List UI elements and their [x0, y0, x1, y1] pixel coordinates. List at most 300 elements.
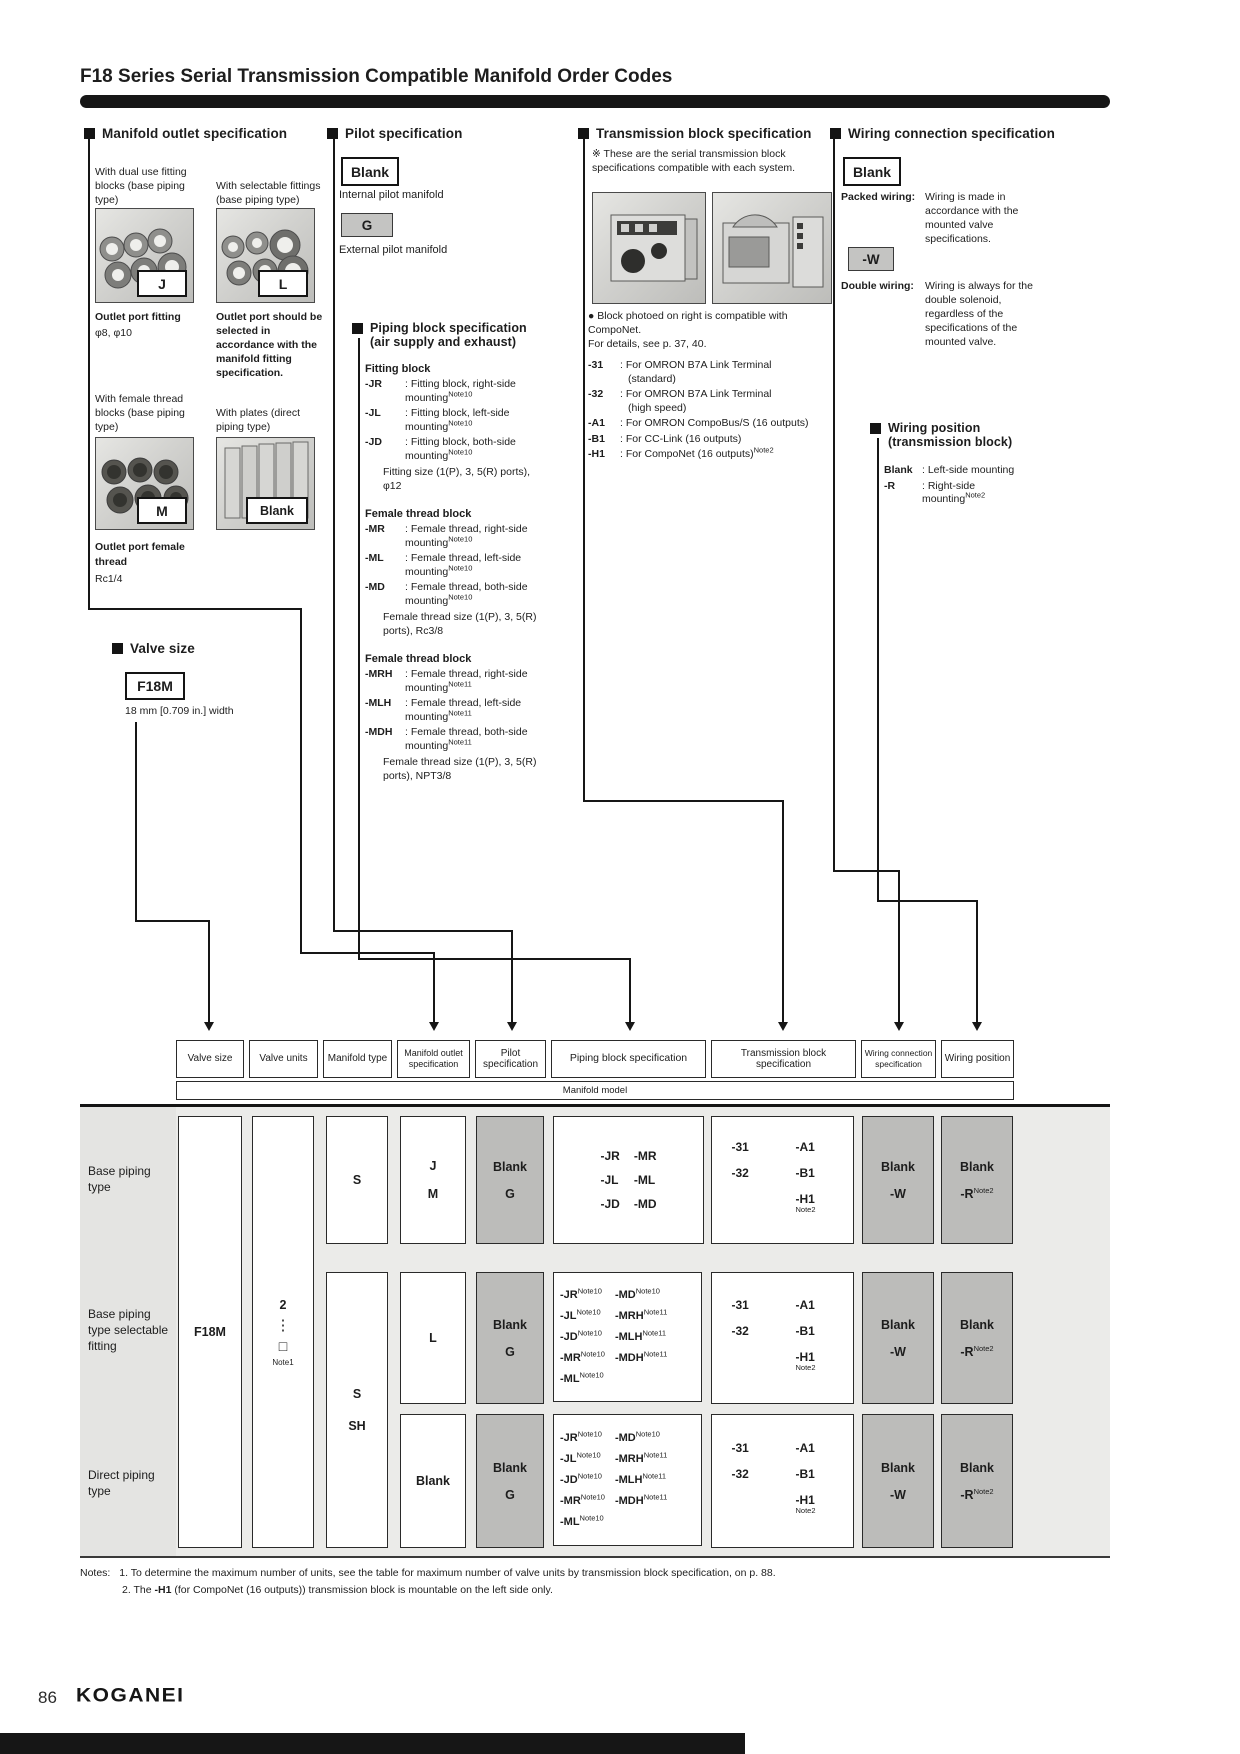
outlet-code: J	[429, 1159, 437, 1173]
spec-desc-text: : For OMRON B7A Link Terminal	[620, 388, 772, 400]
piping-code-text: -MD	[614, 1432, 636, 1444]
note-ref: Note11	[642, 1471, 667, 1481]
piping-code: -MD	[633, 1197, 657, 1211]
spec-code: -MLH	[365, 697, 392, 709]
piping-code-text: -MD	[614, 1289, 636, 1301]
wiring-code: -W	[890, 1186, 906, 1201]
spec-desc	[620, 445, 830, 462]
table-bottom-rule	[80, 1556, 1110, 1558]
photo-transmission-block-right	[712, 192, 832, 304]
valve-size-desc: 18 mm [0.709 in.] width	[125, 705, 234, 717]
photo-dual-use-fitting	[95, 208, 194, 303]
manifold-type-code: S	[352, 1173, 362, 1187]
col-header-wiring-position: Wiring position	[941, 1040, 1014, 1078]
valve-units-square: □	[278, 1337, 288, 1354]
code-box-pilot-g: G	[341, 213, 393, 237]
col-header-transmission: Transmission block specification	[711, 1040, 856, 1078]
piping-code	[560, 1349, 605, 1364]
outlet-code: L	[429, 1331, 437, 1345]
page-number: 86	[38, 1688, 57, 1707]
section-heading	[352, 321, 570, 349]
connector-line	[88, 608, 301, 610]
section-manifold-outlet	[84, 126, 364, 141]
piping-codes	[560, 1429, 668, 1528]
piping-code-text: -MRH	[614, 1453, 644, 1465]
note-ref: Note10	[580, 1349, 605, 1359]
col-header-outlet: Manifold outlet specification	[397, 1040, 470, 1078]
spec-desc-text: : Female thread, right-side mounting	[405, 523, 528, 549]
transmission-code: -B1	[795, 1324, 815, 1338]
connector-line	[976, 900, 978, 1022]
note-2-pre: 2. The	[122, 1584, 155, 1596]
spec-desc	[405, 523, 553, 550]
connector-line	[833, 139, 835, 870]
caption-plates: With plates (direct piping type)	[216, 407, 301, 433]
wiring-position-code: Blank	[959, 1460, 995, 1475]
spec-desc-text: : Female thread, left-side mounting	[405, 552, 522, 578]
note-ref: Note2	[973, 1185, 994, 1195]
spec-desc	[405, 581, 553, 608]
note-ref: Note2	[973, 1343, 994, 1353]
section-title: Wiring position	[888, 421, 981, 435]
note-ref: Note2	[753, 445, 774, 455]
note-ref: Note1	[272, 1357, 294, 1367]
connector-line	[583, 800, 783, 802]
code-box-f18m: F18M	[125, 672, 185, 700]
spec-desc: : For CC-Link (16 outputs)	[620, 432, 742, 445]
spec-code: -R	[884, 479, 896, 492]
transmission-code	[796, 1192, 834, 1220]
transmission-code	[796, 1493, 834, 1521]
spec-row	[365, 436, 570, 463]
transmission-code-empty	[732, 1350, 770, 1378]
piping-code-text: -MLH	[614, 1331, 643, 1343]
col-header-valve-units: Valve units	[249, 1040, 318, 1078]
section-marker	[830, 128, 841, 139]
piping-code: -MR	[633, 1149, 657, 1163]
flow-arrow	[972, 1022, 982, 1031]
connector-line	[358, 958, 630, 960]
spec-row	[365, 552, 570, 579]
spec-code: Blank	[884, 464, 913, 476]
piping-code	[614, 1471, 667, 1486]
connector-line	[433, 952, 435, 1022]
desc-outlet-selectable: Outlet port should be selected in accordance with the manifold fitting specification.	[216, 311, 323, 379]
spec-sub: (standard)	[628, 372, 676, 385]
section-pilot	[327, 126, 547, 141]
note-ref: Note10	[579, 1370, 604, 1380]
spec-desc-text: : Female thread, right-side mounting	[405, 668, 528, 694]
spec-desc-text: : For OMRON B7A Link Terminal	[620, 359, 772, 371]
piping-code-text: -JR	[560, 1289, 578, 1301]
transmission-code: -31	[731, 1298, 749, 1312]
note-ref: Note11	[448, 737, 472, 746]
manifold-model-band: Manifold model	[176, 1081, 1014, 1100]
spec-desc-text: : Female thread, left-side mounting	[405, 697, 522, 723]
packed-wiring-label: Packed wiring:	[841, 191, 916, 203]
photo-transmission-block-left	[592, 192, 706, 304]
section-marker	[112, 643, 123, 654]
flow-arrow	[429, 1022, 439, 1031]
section-title-lines	[888, 421, 1012, 449]
code-box-l: L	[258, 270, 308, 297]
note-ref: Note2	[795, 1506, 816, 1515]
spec-code: -MR	[365, 523, 385, 535]
spec-desc	[620, 359, 830, 386]
spec-desc-text: : Fitting block, right-side mounting	[405, 378, 516, 404]
spec-row	[884, 464, 1034, 478]
group-footer: Fitting size (1(P), 3, 5(R) ports), φ12	[383, 466, 531, 492]
group-footer: Female thread size (1(P), 3, 5(R) ports), Rc3/8	[383, 611, 537, 637]
transmission-codes-row	[732, 1140, 834, 1154]
spec-row	[588, 388, 836, 415]
piping-code	[614, 1286, 667, 1301]
piping-code-text: -MLH	[614, 1474, 643, 1486]
spec-desc: : Left-side mounting	[922, 464, 1015, 476]
caption-selectable: With selectable fittings (base piping type)	[216, 180, 321, 206]
wiring-position-code-text: -R	[960, 1186, 974, 1201]
spec-desc-text: : Female thread, both-side mounting	[405, 726, 528, 752]
spec-desc	[405, 726, 553, 753]
note-ref: Note2	[965, 490, 986, 500]
section-marker	[352, 323, 363, 334]
spec-code: -B1	[588, 432, 605, 445]
piping-code-text: -JL	[560, 1310, 577, 1322]
code-box-m: M	[137, 497, 187, 524]
page-title: F18 Series Serial Transmission Compatible Manifold Order Codes	[80, 66, 673, 87]
spec-desc	[405, 378, 553, 405]
group-heading: Female thread block	[365, 653, 472, 665]
piping-code	[560, 1513, 605, 1528]
piping-code	[560, 1328, 605, 1343]
transmission-code: -32	[731, 1324, 749, 1338]
notes-line-2	[122, 1583, 1082, 1597]
connector-line	[782, 800, 784, 1022]
manifold-type-code: SH	[348, 1419, 366, 1433]
spec-row	[365, 668, 570, 695]
piping-col-right	[634, 1149, 657, 1211]
flow-arrow	[894, 1022, 904, 1031]
transmission-code: -31	[731, 1441, 749, 1455]
spec-row	[365, 581, 570, 608]
piping-code	[560, 1286, 605, 1301]
cell-pilot-row2	[476, 1272, 544, 1404]
note-ref: Note11	[448, 679, 472, 688]
piping-code	[614, 1328, 667, 1343]
piping-code: -JL	[600, 1173, 619, 1187]
manifold-type-code: S	[352, 1387, 362, 1401]
note-ref: Note10	[635, 1429, 660, 1439]
transmission-code-text: -H1	[795, 1493, 815, 1507]
spec-row	[588, 417, 836, 431]
row-label-text: Direct piping type	[88, 1468, 155, 1498]
piping-code-text: -JD	[560, 1331, 578, 1343]
pilot-code: Blank	[492, 1317, 528, 1332]
transmission-codes-row	[732, 1467, 834, 1481]
spec-desc-text: : Fitting block, both-side mounting	[405, 436, 516, 462]
spec-row	[884, 480, 1034, 507]
spec-row	[365, 726, 570, 753]
connector-line	[300, 608, 302, 953]
section-valve-size	[112, 641, 272, 656]
cell-pilot-row3	[476, 1414, 544, 1548]
section-title: Transmission block specification	[596, 126, 812, 141]
piping-code	[560, 1492, 605, 1507]
valve-size-code: F18M	[194, 1325, 226, 1339]
piping-code: -JD	[600, 1197, 620, 1211]
footer-bar	[0, 1733, 745, 1754]
wiring-position-code: Blank	[959, 1317, 995, 1332]
spec-row	[365, 697, 570, 724]
caption-dual-use: With dual use fitting blocks (base piping type)	[95, 166, 187, 206]
cell-wiring-connection-row3	[862, 1414, 934, 1548]
cell-outlet-row2	[400, 1272, 466, 1404]
cell-piping-row1	[553, 1116, 704, 1244]
note-ref: Note10	[635, 1286, 660, 1296]
note-ref: Note10	[448, 592, 473, 601]
connector-line	[877, 900, 977, 902]
transmission-code-text: -H1	[795, 1350, 815, 1364]
note-ref: Note10	[448, 389, 473, 398]
row-label-selectable-fitting	[80, 1250, 176, 1411]
cell-transmission-row3	[711, 1414, 854, 1548]
section-title: Piping block specification	[370, 321, 527, 335]
cell-transmission-row2	[711, 1272, 854, 1404]
wiring-position-code	[960, 1345, 993, 1359]
piping-code	[614, 1429, 667, 1444]
desc-female-thread-title: Outlet port female thread	[95, 541, 185, 568]
spec-row	[588, 433, 836, 447]
cell-piping-row2	[553, 1272, 702, 1402]
connector-line	[877, 438, 879, 900]
section-title: Wiring connection specification	[848, 126, 1055, 141]
note-ref: Note10	[576, 1307, 601, 1317]
note-ref: Note11	[643, 1307, 668, 1317]
section-marker	[578, 128, 589, 139]
photo-female-thread	[95, 437, 194, 530]
group-footer: Female thread size (1(P), 3, 5(R) ports), NPT3/8	[383, 756, 537, 782]
cell-wiring-connection-row2	[862, 1272, 934, 1404]
group-heading: Female thread block	[365, 508, 472, 520]
piping-col-left	[600, 1149, 619, 1211]
transmission-codes-row	[732, 1298, 834, 1312]
cell-wiring-connection-row1	[862, 1116, 934, 1244]
connector-line	[583, 139, 585, 800]
note-ref: Note11	[448, 708, 472, 717]
wiring-code: -W	[890, 1344, 906, 1359]
note-1-text: 1. To determine the maximum number of units, see the table for maximum number of valve units by transmission block specification, on p. 88.	[119, 1567, 776, 1579]
section-subtitle: (transmission block)	[888, 435, 1013, 449]
col-header-piping: Piping block specification	[551, 1040, 706, 1078]
wiring-code: Blank	[880, 1159, 916, 1174]
note-ref: Note10	[577, 1286, 602, 1296]
pilot-g-desc: External pilot manifold	[339, 244, 448, 256]
piping-code-text: -MRH	[614, 1310, 644, 1322]
piping-code	[614, 1492, 668, 1507]
piping-code	[560, 1429, 605, 1444]
piping-code: -ML	[633, 1173, 656, 1187]
cell-valve-units	[252, 1116, 314, 1548]
cell-pilot-row1	[476, 1116, 544, 1244]
cell-wiring-position-row1	[941, 1116, 1013, 1244]
transmission-code-empty	[732, 1493, 770, 1521]
piping-group-female-npt	[365, 652, 570, 783]
note-ref: Note10	[448, 534, 473, 543]
piping-code: -JR	[600, 1149, 620, 1163]
cell-outlet-row3	[400, 1414, 466, 1548]
wiring-position-code	[960, 1488, 993, 1502]
note-ref: Note10	[577, 1471, 602, 1481]
cell-wiring-position-row2	[941, 1272, 1013, 1404]
piping-code	[614, 1450, 668, 1465]
piping-code-text: -MR	[560, 1495, 581, 1507]
note-ref: Note11	[643, 1450, 668, 1460]
outlet-code: M	[427, 1187, 439, 1201]
packed-wiring-desc: Wiring is made in accordance with the mounted valve specifications.	[925, 191, 1019, 245]
wiring-code: -W	[890, 1487, 906, 1502]
section-wiring-connection	[830, 126, 1060, 141]
spec-row	[365, 378, 570, 405]
note-ref: Note11	[643, 1349, 668, 1359]
piping-col-right	[614, 1429, 668, 1528]
note-ref: Note10	[577, 1328, 602, 1338]
spec-code: -ML	[365, 552, 384, 564]
col-header-valve-size: Valve size	[176, 1040, 244, 1078]
connector-line	[833, 870, 899, 872]
transmission-code: -B1	[795, 1166, 815, 1180]
section-title-lines	[370, 321, 527, 349]
connector-line	[898, 870, 900, 1022]
col-header-manifold-type: Manifold type	[323, 1040, 392, 1078]
flow-arrow	[204, 1022, 214, 1031]
row-label-direct-piping	[80, 1410, 176, 1556]
section-title: Pilot specification	[345, 126, 463, 141]
col-header-pilot: Pilot specification	[475, 1040, 546, 1078]
code-box-wiring-blank: Blank	[843, 157, 901, 186]
spec-desc	[405, 668, 553, 695]
desc-outlet-fitting: φ8, φ10	[95, 327, 132, 339]
pilot-code: Blank	[492, 1159, 528, 1174]
transmission-photo-note: ● Block photoed on right is compatible with CompoNet.	[588, 310, 788, 336]
transmission-code: -A1	[795, 1298, 815, 1312]
wiring-code: Blank	[880, 1460, 916, 1475]
photo-plates	[216, 437, 315, 530]
spec-row	[588, 445, 836, 462]
connector-line	[333, 930, 512, 932]
piping-code	[560, 1307, 605, 1322]
notes-label: Notes:	[80, 1567, 111, 1579]
device-illustration	[593, 193, 705, 303]
code-box-j: J	[137, 270, 187, 297]
spec-desc	[405, 407, 553, 434]
note-ref: Note10	[577, 1429, 602, 1439]
col-header-wiring-connection: Wiring connection specification	[861, 1040, 936, 1078]
wiring-code: Blank	[880, 1317, 916, 1332]
wiring-position-code-text: -R	[960, 1344, 974, 1359]
piping-group-fitting	[365, 362, 570, 493]
pilot-code: G	[505, 1186, 515, 1201]
row-label-text: Base piping type selectable fitting	[88, 1307, 169, 1353]
piping-code	[560, 1471, 605, 1486]
flow-arrow	[625, 1022, 635, 1031]
spec-code: -A1	[588, 417, 605, 429]
piping-code-text: -MR	[560, 1352, 581, 1364]
spec-desc	[922, 480, 1004, 507]
transmission-code: -B1	[795, 1467, 815, 1481]
group-heading: Fitting block	[365, 363, 431, 375]
notes-line-1	[80, 1566, 1080, 1580]
cell-piping-row3	[553, 1414, 702, 1546]
piping-code-text: -JD	[560, 1474, 578, 1486]
note-2-code: -H1	[154, 1584, 172, 1596]
spec-desc-text: : Fitting block, left-side mounting	[405, 407, 510, 433]
piping-group-female-rc	[365, 507, 570, 638]
connector-line	[333, 139, 335, 930]
connector-line	[629, 958, 631, 1022]
transmission-codes-row	[732, 1324, 834, 1338]
caption-female-thread: With female thread blocks (base piping type)	[95, 393, 185, 433]
row-label-text: Base piping type	[88, 1163, 151, 1194]
device-illustration	[713, 193, 831, 303]
spec-sub: (high speed)	[628, 401, 687, 414]
transmission-codes-row	[732, 1493, 834, 1521]
section-marker	[327, 128, 338, 139]
spec-desc-text: : Female thread, both-side mounting	[405, 581, 528, 607]
spec-code: -MDH	[365, 726, 393, 738]
piping-code	[614, 1307, 668, 1322]
piping-code-text: -JL	[560, 1453, 577, 1465]
code-box-wiring-w: -W	[848, 247, 894, 271]
pilot-blank-desc: Internal pilot manifold	[339, 189, 444, 201]
connector-line	[135, 722, 137, 920]
wiring-position-code-text: -R	[960, 1487, 974, 1502]
desc-female-thread: Rc1/4	[95, 573, 123, 585]
transmission-options	[588, 359, 836, 464]
spec-code: -JR	[365, 378, 382, 390]
transmission-code: -31	[731, 1140, 749, 1154]
spec-code: -H1	[588, 448, 605, 460]
note-ref: Note10	[580, 1492, 605, 1502]
piping-code-text: -ML	[560, 1516, 580, 1528]
piping-code	[560, 1450, 605, 1465]
transmission-code: -A1	[795, 1441, 815, 1455]
connector-line	[300, 952, 434, 954]
connector-line	[511, 930, 513, 1022]
piping-code-text: -ML	[560, 1373, 580, 1385]
note-ref: Note10	[448, 418, 473, 427]
cell-outlet-row1	[400, 1116, 466, 1244]
piping-col-right	[614, 1286, 668, 1385]
section-transmission	[578, 126, 838, 141]
section-title: Manifold outlet specification	[102, 126, 288, 141]
note-ref: Note10	[448, 563, 473, 572]
piping-col-left	[560, 1429, 605, 1528]
transmission-intro: ※ These are the serial transmission block specifications compatible with each system.	[592, 148, 796, 174]
piping-code-text: -JR	[560, 1432, 578, 1444]
note-ref: Note10	[448, 447, 473, 456]
transmission-code: -A1	[795, 1140, 815, 1154]
code-box-blank: Blank	[246, 497, 308, 524]
section-marker	[870, 423, 881, 434]
spec-desc	[620, 388, 830, 415]
cell-valve-size	[178, 1116, 242, 1548]
note-ref: Note2	[795, 1205, 816, 1214]
code-box-pilot-blank: Blank	[341, 157, 399, 186]
spec-row	[588, 359, 836, 386]
spec-desc	[405, 697, 553, 724]
outlet-code: Blank	[415, 1474, 451, 1488]
cell-manifold-type-rows23	[326, 1272, 388, 1548]
